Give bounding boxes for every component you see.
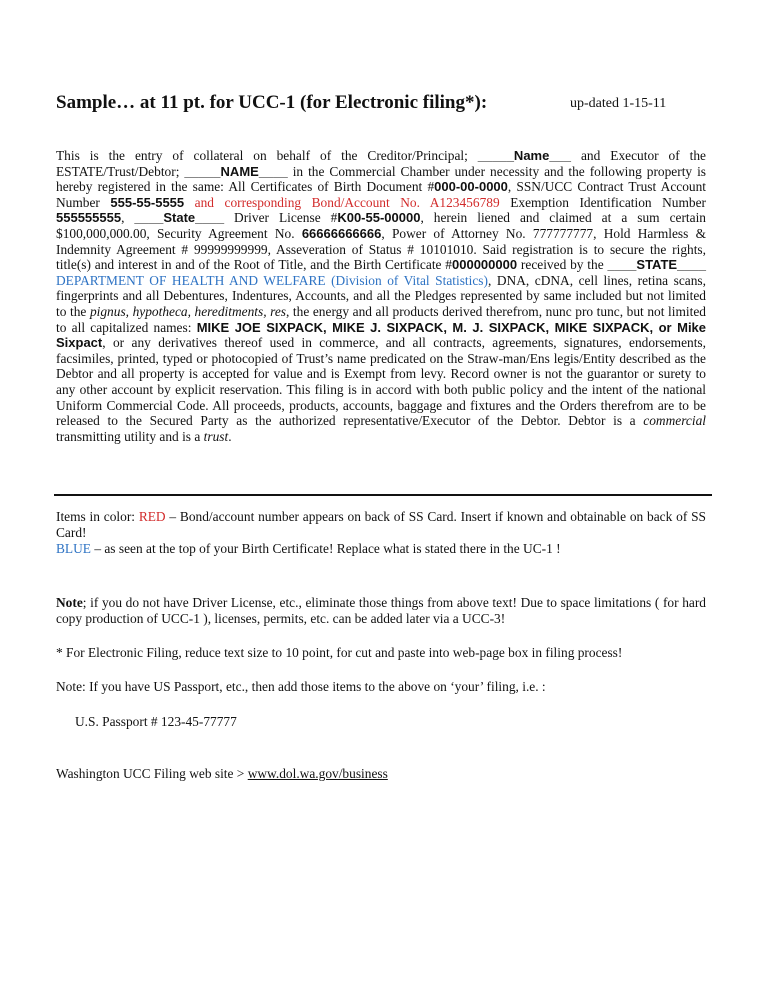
text: , DNA, cDNA, cell lines, retina scans, fingerprints and all Debentures, Indentures, Accounts, and all the Pledges represented by same included but not limited to the bbox=[56, 272, 706, 319]
text: . bbox=[228, 428, 232, 444]
text: Driver License # bbox=[224, 210, 338, 226]
text: This is the entry of collateral on behalf of the Creditor/Principal; bbox=[56, 148, 478, 163]
bond-account-red-text: and corresponding Bond/Account No. A123456789 bbox=[184, 194, 500, 210]
text: in the Commercial Chamber under necessity and the following property is hereby registered in the same: All Certificates of Birth Document # bbox=[56, 163, 706, 195]
contract-account-number: 555-55-5555 bbox=[110, 194, 185, 210]
text: , the energy and all products derived therefrom, nunc pro tunc, but not limited to all capitalized names: bbox=[56, 303, 706, 335]
passport-example: U.S. Passport # 123-45-77777 bbox=[75, 714, 237, 729]
text: , herein liened and claimed at a sum certain $100,000,000.00, Security Agreement No. bbox=[56, 210, 706, 241]
electronic-filing-note: * For Electronic Filing, reduce text size to 10 point, for cut and paste into web-page box in filing process! bbox=[56, 645, 623, 660]
exemption-number: 555555555 bbox=[56, 210, 122, 226]
trust-italic: trust bbox=[203, 428, 229, 444]
text: transmitting utility and is a bbox=[56, 428, 204, 444]
note-text: ; if you do not have Driver License, etc., eliminate those things from above text! Due to space limitations ( for hard copy production of UCC-1 ), licenses, permits, etc. can be added later via a UCC-3! bbox=[56, 595, 706, 626]
document-title: Sample… at 11 pt. for UCC-1 (for Electronic filing*): bbox=[56, 92, 488, 113]
capitalized-names: MIKE JOE SIXPACK, MIKE J. SIXPACK, M. J. SIXPACK, MIKE SIXPACK, or Mike Sixpact bbox=[56, 319, 707, 351]
section-divider bbox=[54, 494, 712, 496]
red-label: RED bbox=[138, 509, 166, 524]
creditor-name-placeholder: _____Name___ bbox=[477, 148, 572, 163]
department-blue-text: DEPARTMENT OF HEALTH AND WELFARE (Division of Vital Statistics) bbox=[56, 272, 488, 288]
text: , SSN/UCC Contract Trust Account Number bbox=[56, 179, 707, 210]
note-label: Note bbox=[56, 595, 83, 610]
website-label: Washington UCC Filing web site > bbox=[56, 766, 248, 781]
color-legend-note bbox=[56, 509, 706, 557]
birth-certificate-number: 000000000 bbox=[452, 257, 518, 273]
blue-label: BLUE bbox=[56, 541, 91, 556]
text: , or any derivatives thereof used in commerce, and all contracts, agreements, signatures, endorsements, facsimiles, printed, typed or photocopied of Trust’s name predicated on the Straw-man/Ens legis/Entity described as the Debtor and all property is accepted for value and is Exempt from levy. Record owner is not the guarantor or surety to any other account by explicit reservation. This filing is in accord with both public policy and the intent of the national Uniform Commercial Code. All proceeds, products, accounts, baggage and fixtures and the Orders therefrom are to be released to the Secured Party as the authorized representative/Executor of the Debtor. Debtor is a bbox=[56, 335, 706, 429]
red-explanation: – Bond/account number appears on back of SS Card. Insert if known and obtainable on back of SS Card! bbox=[56, 509, 706, 540]
debtor-name-placeholder: _____NAME____ bbox=[184, 163, 288, 179]
website-line bbox=[56, 766, 706, 782]
text: Exemption Identification Number bbox=[499, 194, 706, 210]
passport-note: Note: If you have US Passport, etc., then add those items to the above on ‘your’ filing, i.e. : bbox=[56, 679, 546, 694]
driver-license-number: K00-55-00000 bbox=[337, 210, 421, 226]
birth-document-number: 000-00-0000 bbox=[434, 179, 508, 195]
license-note bbox=[56, 595, 706, 627]
text: , bbox=[121, 210, 135, 226]
updated-date: up-dated 1-15-11 bbox=[570, 96, 667, 111]
color-intro: Items in color: bbox=[56, 509, 139, 524]
security-agreement-number: 66666666666 bbox=[301, 225, 382, 241]
text: , Power of Attorney No. 777777777, Hold Harmless & Indemnity Agreement # 99999999999, Asseveration of Status # 10101010. Said registration is to secure the rights, title(s) and interest in and of the Root of Title, and the Birth Certificate # bbox=[56, 225, 706, 273]
state-placeholder: ____State____ bbox=[134, 210, 225, 226]
commercial-italic: commercial bbox=[643, 413, 706, 429]
latin-terms-italic: pignus, hypotheca, hereditments, res bbox=[89, 303, 286, 319]
website-link[interactable]: www.dol.wa.gov/business bbox=[247, 766, 388, 781]
state-upper-placeholder: ____STATE____ bbox=[607, 257, 707, 273]
collateral-paragraph bbox=[56, 148, 706, 444]
blue-explanation: – as seen at the top of your Birth Certificate! Replace what is stated there in the UC-1 ! bbox=[90, 541, 561, 556]
text: received by the bbox=[517, 257, 608, 273]
text: and Executor of the ESTATE/Trust/Debtor; bbox=[56, 148, 707, 179]
